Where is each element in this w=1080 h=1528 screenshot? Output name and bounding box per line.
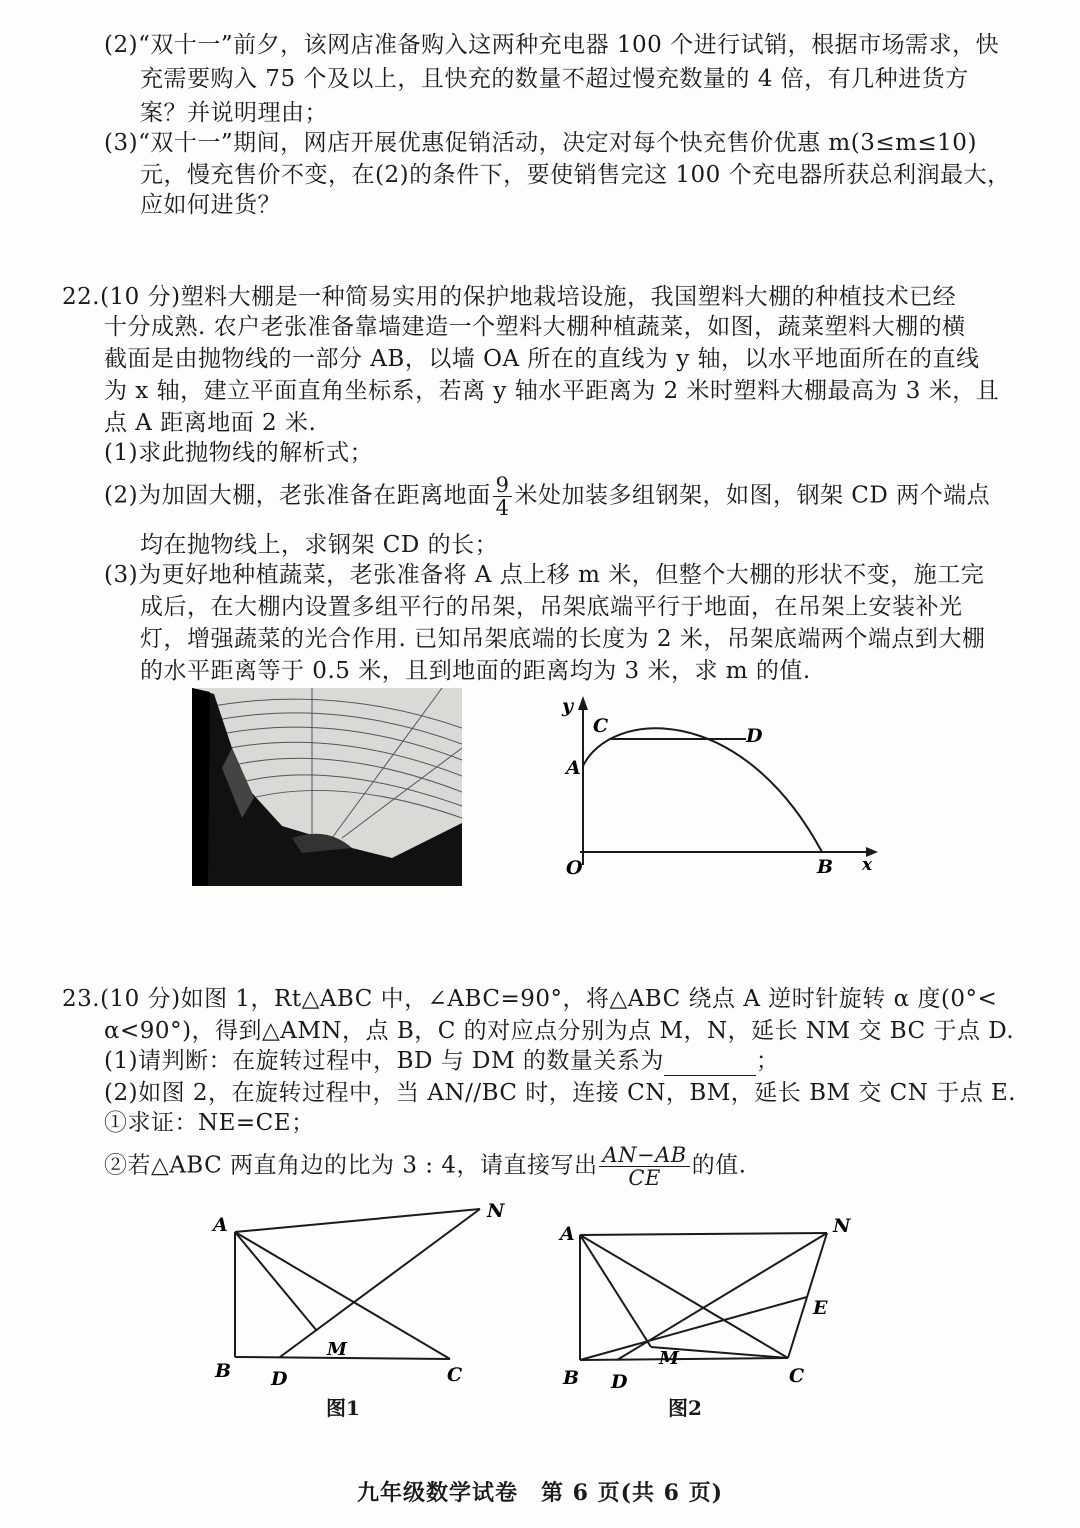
parabola-graph	[550, 690, 880, 890]
fig2-label-d: D	[611, 1371, 628, 1393]
fig1-label-d: D	[271, 1368, 288, 1390]
label-a: A	[566, 757, 581, 779]
fig1-label-m: M	[327, 1339, 347, 1360]
q22-stem-line4: 为 x 轴，建立平面直角坐标系，若离 y 轴水平距离为 2 米时塑料大棚最高为 3 米，且	[104, 378, 1000, 404]
q22-stem-line2: 十分成熟. 农户老张准备靠墙建造一个塑料大棚种植蔬菜，如图，蔬菜塑料大棚的横	[104, 314, 966, 340]
q21-part3-line1: (3)“双十一”期间，网店开展优惠促销活动，决定对每个快充售价优惠 m(3≤m≤10)	[104, 130, 977, 156]
fraction-denominator: 4	[495, 496, 510, 520]
page-footer: 九年级数学试卷 第 6 页(共 6 页)	[356, 1480, 724, 1506]
q23-sub2-pre: ②若△ABC 两直角边的比为 3 : 4，请直接写出	[104, 1152, 598, 1179]
q23-part2: (2)如图 2，在旋转过程中，当 AN//BC 时，连接 CN，BM，延长 BM 交 CN 于点 E.	[104, 1080, 1017, 1106]
fraction-nine-fourths	[493, 474, 513, 519]
fraction-an-ab-over-ce	[599, 1144, 689, 1189]
q22-part3-line4: 的水平距离等于 0.5 米，且到地面的距离均为 3 米，求 m 的值.	[140, 658, 811, 684]
q21-part2-line1: (2)“双十一”前夕，该网店准备购入这两种充电器 100 个进行试销，根据市场需求，快	[104, 32, 1000, 58]
label-c: C	[593, 715, 609, 737]
fraction-numerator: AN−AB	[599, 1144, 689, 1167]
figure-1	[205, 1195, 525, 1395]
fig2-label-e: E	[813, 1297, 828, 1319]
fig1-label-c: C	[447, 1364, 463, 1386]
parabola-curve	[583, 728, 822, 852]
fig1-label-a: A	[213, 1214, 228, 1236]
fraction-denominator: CE	[628, 1166, 661, 1190]
greenhouse-photo	[192, 688, 462, 886]
q23-part1-pre: (1)请判断：在旋转过程中，BD 与 DM 的数量关系为	[104, 1048, 664, 1074]
q22-part1: (1)求此抛物线的解析式；	[104, 440, 374, 466]
q22-stem-line3: 截面是由抛物线的一部分 AB，以墙 OA 所在的直线为 y 轴，以水平地面所在的直线	[104, 346, 980, 372]
fig2-label-c: C	[789, 1365, 805, 1387]
fig2-label-a: A	[560, 1223, 575, 1245]
y-axis	[578, 696, 588, 865]
figure-1-caption: 图1	[326, 1396, 360, 1420]
q22-part3-line3: 灯，增强蔬菜的光合作用. 已知吊架底端的长度为 2 米，吊架底端两个端点到大棚	[140, 626, 986, 652]
q22-part2-post: 米处加装多组钢架，如图，钢架 CD 两个端点	[514, 482, 991, 509]
q21-part2-line3: 案？并说明理由；	[140, 100, 328, 126]
q22-part2-line1	[104, 474, 990, 519]
q23-stem-line1: 23.(10 分)如图 1，Rt△ABC 中，∠ABC=90°，将△ABC 绕点 A 逆时针旋转 α 度(0°<	[62, 986, 998, 1012]
fig2-label-n: N	[833, 1215, 851, 1237]
q21-part3-line2: 元，慢充售价不变，在(2)的条件下，要使销售完这 100 个充电器所获总利润最大，	[140, 162, 1011, 188]
answer-blank	[664, 1053, 756, 1076]
label-x: x	[862, 855, 873, 875]
fig2-label-m: M	[659, 1348, 679, 1369]
fig2-label-b: B	[563, 1367, 580, 1389]
q23-sub2	[104, 1144, 747, 1189]
q22-stem-line5: 点 A 距离地面 2 米.	[104, 410, 317, 436]
q23-part1	[104, 1046, 779, 1076]
q21-part2-line2: 充需要购入 75 个及以上，且快充的数量不超过慢充数量的 4 倍，有几种进货方	[140, 66, 969, 92]
x-axis	[580, 847, 878, 857]
figure-2-caption: 图2	[668, 1396, 702, 1420]
q22-part3-line2: 成后，在大棚内设置多组平行的吊架，吊架底端平行于地面，在吊架上安装补光	[140, 594, 963, 620]
label-b: B	[817, 856, 834, 878]
q23-stem-line2: α<90°)，得到△AMN，点 B，C 的对应点分别为点 M，N，延长 NM 交 BC 于点 D.	[104, 1018, 1015, 1044]
q22-part3-line1: (3)为更好地种植蔬菜，老张准备将 A 点上移 m 米，但整个大棚的形状不变，施工完	[104, 562, 985, 588]
q21-part3-line3: 应如何进货？	[140, 192, 281, 218]
q23-sub1: ①求证：NE=CE；	[104, 1110, 315, 1136]
q23-sub2-post: 的值.	[691, 1152, 747, 1179]
fig1-label-b: B	[215, 1360, 232, 1382]
q22-part2-line2: 均在抛物线上，求钢架 CD 的长；	[140, 532, 499, 558]
q22-part2-pre: (2)为加固大棚，老张准备在距离地面	[104, 482, 491, 509]
q23-part1-post: ；	[755, 1048, 780, 1074]
label-o: O	[566, 857, 583, 879]
fig1-label-n: N	[487, 1200, 505, 1222]
figure-2	[555, 1208, 865, 1398]
q22-stem-line1: 22.(10 分)塑料大棚是一种简易实用的保护地栽培设施，我国塑料大棚的种植技术已经	[62, 284, 957, 310]
label-d: D	[746, 725, 763, 747]
label-y: y	[562, 695, 574, 717]
fraction-numerator: 9	[493, 474, 513, 497]
